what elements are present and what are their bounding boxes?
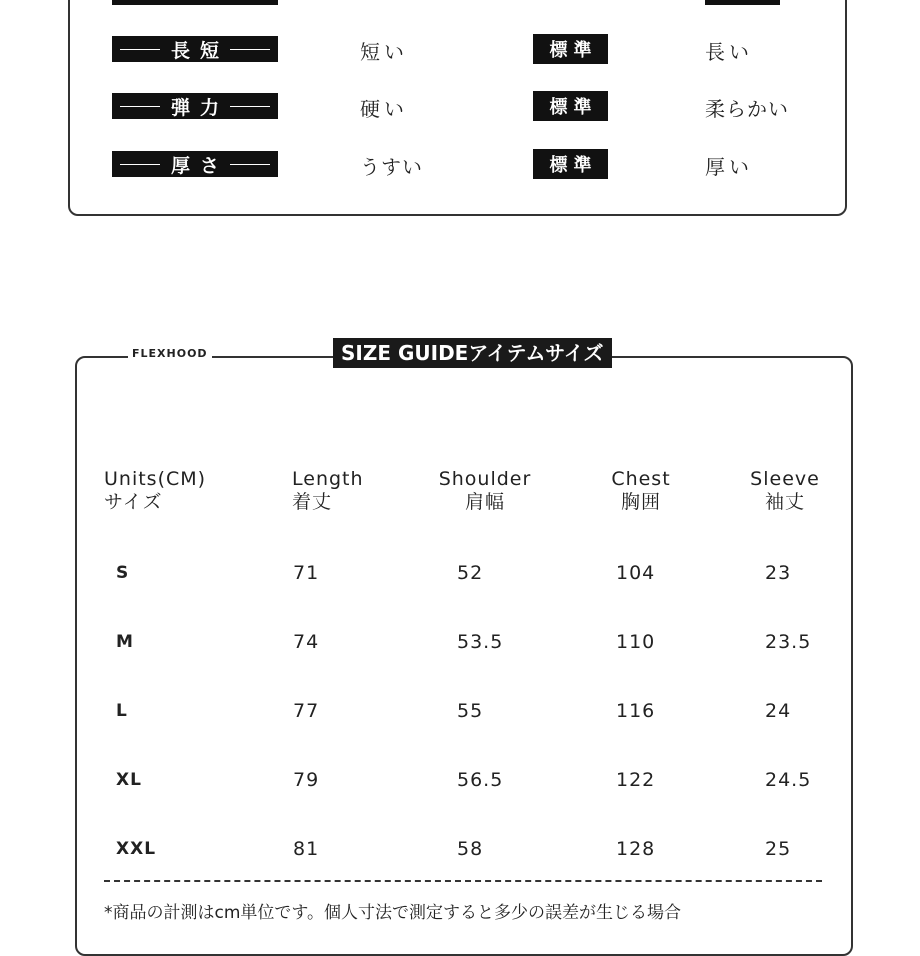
- measurement-note: *商品の計測はcm単位です。個人寸法で測定すると多少の誤差が生じる場合: [104, 903, 682, 923]
- fabric-label-thickness: 厚さ: [112, 151, 278, 177]
- sleeve-cell: 23.5: [765, 631, 812, 653]
- length-cell: 81: [293, 838, 320, 860]
- header-shoulder-en: Shoulder: [438, 468, 532, 490]
- header-length: [292, 468, 364, 514]
- fabric-high-length: 長い: [705, 40, 753, 64]
- fabric-row-partial-label: [112, 0, 278, 5]
- header-chest: [610, 468, 672, 514]
- brand-label: FLEXHOOD: [128, 347, 212, 360]
- fabric-mid-length: 標準: [533, 34, 608, 64]
- fabric-low-thickness: うすい: [360, 155, 423, 179]
- chest-cell: 128: [616, 838, 656, 860]
- length-cell: 74: [293, 631, 320, 653]
- header-sleeve-ja: 袖丈: [764, 491, 805, 513]
- header-shoulder-ja: 肩幅: [464, 491, 505, 513]
- fabric-high-elasticity: 柔らかい: [705, 97, 789, 121]
- size-guide-title: SIZE GUIDEアイテムサイズ: [333, 338, 612, 368]
- header-shoulder: [438, 468, 532, 514]
- size-cell: XL: [116, 770, 142, 790]
- chest-cell: 122: [616, 769, 656, 791]
- header-sleeve-en: Sleeve: [750, 468, 820, 490]
- fabric-mid-elasticity: 標準: [533, 91, 608, 121]
- fabric-label-length: 長短: [112, 36, 278, 62]
- header-units-ja: サイズ: [104, 491, 163, 513]
- header-chest-en: Chest: [611, 468, 671, 490]
- size-cell: M: [116, 632, 134, 652]
- fabric-mid-thickness: 標準: [533, 149, 608, 179]
- size-cell: S: [116, 563, 130, 583]
- shoulder-cell: 56.5: [457, 769, 504, 791]
- header-units-en: Units(CM): [104, 468, 207, 490]
- shoulder-cell: 55: [457, 700, 484, 722]
- chest-cell: 104: [616, 562, 656, 584]
- length-cell: 79: [293, 769, 320, 791]
- chest-cell: 110: [616, 631, 656, 653]
- sleeve-cell: 23: [765, 562, 792, 584]
- sleeve-cell: 25: [765, 838, 792, 860]
- sleeve-cell: 24: [765, 700, 792, 722]
- fabric-label-elasticity: 弾力: [112, 93, 278, 119]
- header-sleeve: [750, 468, 820, 514]
- header-units: [104, 468, 206, 514]
- size-cell: L: [116, 701, 128, 721]
- fabric-high-thickness: 厚い: [705, 155, 753, 179]
- header-length-ja: 着丈: [292, 491, 333, 513]
- length-cell: 77: [293, 700, 320, 722]
- fabric-row-partial-right-box: [705, 0, 780, 5]
- shoulder-cell: 53.5: [457, 631, 504, 653]
- shoulder-cell: 52: [457, 562, 484, 584]
- header-length-en: Length: [292, 468, 364, 490]
- sleeve-cell: 24.5: [765, 769, 812, 791]
- fabric-low-length: 短い: [360, 40, 408, 64]
- size-cell: XXL: [116, 839, 157, 859]
- header-chest-ja: 胸囲: [620, 491, 661, 513]
- length-cell: 71: [293, 562, 320, 584]
- size-guide-panel: [75, 356, 853, 956]
- shoulder-cell: 58: [457, 838, 484, 860]
- dashed-divider: [104, 880, 822, 882]
- fabric-low-elasticity: 硬い: [360, 97, 408, 121]
- chest-cell: 116: [616, 700, 656, 722]
